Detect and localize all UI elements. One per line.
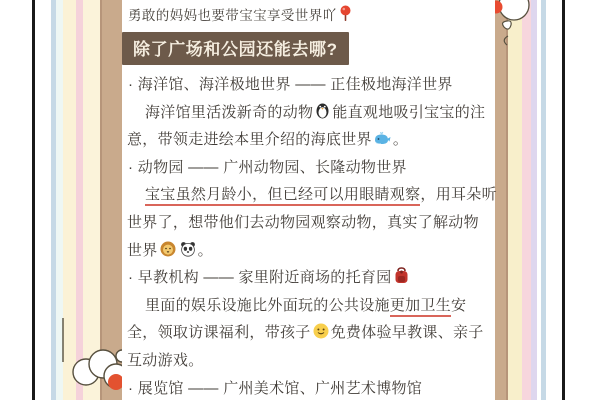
line-text: 海洋馆里活泼新奇的动物 [145, 103, 314, 121]
lion-emoji [160, 241, 176, 257]
backpack-emoji [394, 267, 409, 284]
section-header: 除了广场和公园还能去哪? [122, 32, 349, 65]
line-text: · 动物园 —— 广州动物园、长隆动物世界 [128, 158, 407, 176]
panda-emoji [180, 241, 196, 257]
content-line [122, 181, 495, 209]
content-line [122, 319, 495, 347]
line-text: 互动游戏。 [127, 351, 204, 369]
content-card [122, 0, 495, 400]
content-line [122, 71, 495, 99]
smiley-emoji [313, 323, 329, 339]
line-text: 里面的娱乐设施比外面玩的公共设施 [145, 296, 390, 314]
line-text: · 展览馆 —— 广州美术馆、广州艺术博物馆 [128, 379, 423, 397]
content-line [122, 209, 495, 237]
content-line [122, 154, 495, 182]
content-line [122, 347, 495, 375]
line-text: 全，领取访课福利，带孩子 [127, 324, 311, 342]
penguin-emoji [315, 102, 330, 119]
highlighted-text: 宝宝虽然月龄小，但已经可以用眼睛观察 [145, 186, 420, 206]
intro-line [128, 4, 495, 24]
line-text: · 早教机构 —— 家里附近商场的托育园 [128, 269, 392, 287]
content-lines [122, 71, 495, 400]
line-text: 安 [451, 296, 467, 314]
line-text: ，用耳朵听 [420, 186, 497, 204]
content-line [122, 375, 495, 400]
line-text: 。 [392, 131, 409, 149]
highlighted-text: 更加卫生 [390, 297, 451, 317]
line-text: · 海洋馆、海洋极地世界 —— 正佳极地海洋世界 [128, 76, 453, 93]
outer-frame-line-right [562, 0, 565, 400]
line-text: 能直观地吸引宝宝的注 [332, 103, 486, 121]
content-line [122, 292, 495, 320]
line-text: 免费体验早教课、亲子 [330, 324, 484, 342]
content-line [122, 264, 495, 292]
intro-text: 勇敢的妈妈也要带宝宝享受世界吖 [128, 8, 337, 23]
whale-emoji [374, 131, 391, 146]
line-text: 世界 [127, 241, 158, 259]
line-text: 意，带领走进绘本里介绍的海底世界 [127, 131, 372, 149]
line-text: 世界了，想带他们去动物园观察动物，真实了解动物 [127, 213, 479, 231]
content-line [122, 99, 495, 127]
round-pushpin-emoji [339, 5, 352, 22]
line-text: 。 [197, 241, 213, 259]
content-line [122, 237, 495, 265]
content-line [122, 126, 495, 154]
